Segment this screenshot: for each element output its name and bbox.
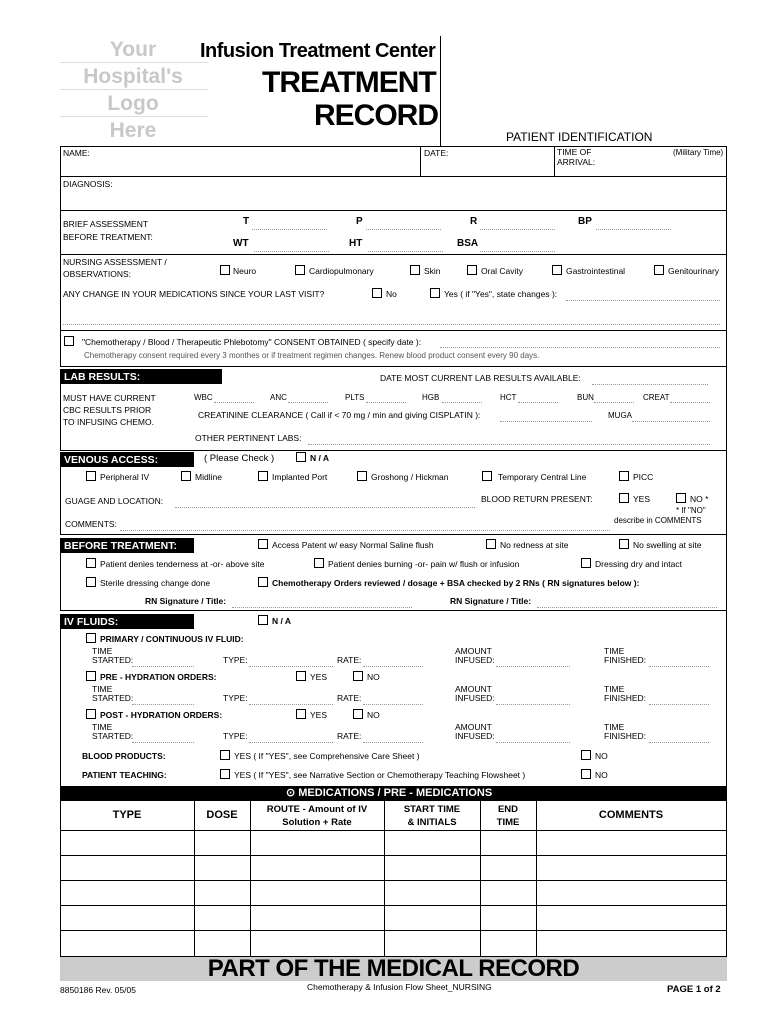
sterile-dressing-checkbox[interactable] <box>86 577 96 587</box>
guage-location-field[interactable] <box>175 507 475 508</box>
must-have-line2: CBC RESULTS PRIOR <box>63 405 152 415</box>
no-redness-label: No redness at site <box>500 540 569 550</box>
weight-field[interactable] <box>254 251 329 252</box>
groshong-label: Groshong / Hickman <box>371 472 449 482</box>
col-type: TYPE <box>112 809 142 821</box>
post-type-label: TYPE: <box>223 731 248 741</box>
must-have-line3: TO INFUSING CHEMO. <box>63 417 154 427</box>
picc-checkbox[interactable] <box>619 471 629 481</box>
cardiopulmonary-label: Cardiopulmonary <box>309 266 374 276</box>
blood-return-yes-label: YES <box>633 494 651 504</box>
med-row-2[interactable] <box>61 856 725 880</box>
post-started-label: STARTED: <box>92 731 134 741</box>
center-name: Infusion Treatment Center <box>200 40 436 62</box>
post-started-field[interactable] <box>132 742 194 743</box>
iv-na-label: N / A <box>272 616 292 626</box>
hgb-field[interactable] <box>442 402 482 403</box>
pulse-field[interactable] <box>366 229 441 230</box>
primary-iv-checkbox[interactable] <box>86 633 96 643</box>
pre-rate-label: RATE: <box>337 693 362 703</box>
blood-return-no-checkbox[interactable] <box>676 493 686 503</box>
medical-record-banner-text: PART OF THE MEDICAL RECORD <box>207 955 580 982</box>
neuro-label: Neuro <box>233 266 257 276</box>
pre-started-label: STARTED: <box>92 693 134 703</box>
pre-type-label: TYPE: <box>223 693 248 703</box>
col-start-time: START TIME & INITIALS <box>403 804 461 828</box>
time-of-arrival-label: TIME OF ARRIVAL: <box>557 147 596 167</box>
before-treatment-header: BEFORE TREATMENT: <box>60 538 194 553</box>
dressing-dry-label: Dressing dry and intact <box>595 559 682 569</box>
post-time-label: TIME <box>92 722 113 732</box>
patient-teaching-yes-checkbox[interactable] <box>220 769 230 779</box>
title-treatment: TREATMENT <box>262 66 436 99</box>
pre-type-field[interactable] <box>249 704 333 705</box>
rn-signature-1-field[interactable] <box>232 607 412 608</box>
med-change-no-checkbox[interactable] <box>372 288 382 298</box>
brief-assessment-label: BRIEF ASSESSMENT <box>63 219 149 229</box>
name-label: NAME: <box>63 148 90 158</box>
sterile-dressing-label: Sterile dressing change done <box>100 578 211 588</box>
patient-teaching-no-checkbox[interactable] <box>581 769 591 779</box>
logo-line-4: Here <box>109 119 157 142</box>
patient-identification: PATIENT IDENTIFICATION <box>506 130 653 144</box>
primary-type-label: TYPE: <box>223 655 248 665</box>
no-redness-checkbox[interactable] <box>486 539 496 549</box>
med-change-no-label: No <box>386 289 397 299</box>
venous-access-header: VENOUS ACCESS: <box>60 452 194 467</box>
pre-hydration-no-label: NO <box>367 672 380 682</box>
guage-location-label: GUAGE AND LOCATION: <box>65 496 164 506</box>
genitourinary-checkbox[interactable] <box>654 265 664 275</box>
lab-date-label: DATE MOST CURRENT LAB RESULTS AVAILABLE: <box>380 373 581 383</box>
bp-label: BP <box>578 216 592 227</box>
post-type-field[interactable] <box>249 742 333 743</box>
midline-label: Midline <box>195 472 222 482</box>
pre-time-label: TIME <box>92 684 113 694</box>
title-record: RECORD <box>314 99 439 132</box>
plts-label: PLTS <box>345 393 365 402</box>
bun-field[interactable] <box>594 402 634 403</box>
diagnosis-label: DIAGNOSIS: <box>63 179 113 189</box>
oral-cavity-checkbox[interactable] <box>467 265 477 275</box>
post-rate-field[interactable] <box>363 742 423 743</box>
post-infused-label: INFUSED: <box>455 731 495 741</box>
primary-started-label: STARTED: <box>92 655 134 665</box>
height-field[interactable] <box>368 251 443 252</box>
post-hydration-yes-checkbox[interactable] <box>296 709 306 719</box>
post-hydration-checkbox[interactable] <box>86 709 96 719</box>
medication-change-question: ANY CHANGE IN YOUR MEDICATIONS SINCE YOUR LAST VISIT? <box>63 289 325 299</box>
med-row-3[interactable] <box>61 881 725 905</box>
rn-signature-1-label: RN Signature / Title: <box>145 596 227 606</box>
post-finished-field[interactable] <box>649 742 709 743</box>
anc-label: ANC <box>270 393 287 402</box>
dressing-dry-checkbox[interactable] <box>581 558 591 568</box>
observations-label: OBSERVATIONS: <box>63 269 132 279</box>
patient-teaching-no-label: NO <box>595 770 608 780</box>
blood-products-no-checkbox[interactable] <box>581 750 591 760</box>
rn-signature-2-label: RN Signature / Title: <box>450 596 532 606</box>
groshong-checkbox[interactable] <box>357 471 367 481</box>
peripheral-iv-label: Peripheral IV <box>100 472 150 482</box>
access-patent-checkbox[interactable] <box>258 539 268 549</box>
post-amount-label: AMOUNT <box>455 722 492 732</box>
pre-hydration-label: PRE - HYDRATION ORDERS: <box>100 672 217 682</box>
bp-field[interactable] <box>596 229 671 230</box>
primary-amount-label: AMOUNT <box>455 646 492 656</box>
genitourinary-label: Genitourinary <box>668 266 720 276</box>
venous-na-checkbox[interactable] <box>296 452 306 462</box>
if-no-note: * If "NO" <box>676 506 706 515</box>
blood-products-no-label: NO <box>595 751 608 761</box>
no-swelling-label: No swelling at site <box>633 540 702 550</box>
pre-infused-field[interactable] <box>496 704 570 705</box>
hct-field[interactable] <box>518 402 558 403</box>
pre-hydration-yes-checkbox[interactable] <box>296 671 306 681</box>
creatinine-field[interactable] <box>500 421 592 422</box>
rn-signature-2-field[interactable] <box>537 607 717 608</box>
post-hydration-label: POST - HYDRATION ORDERS: <box>100 710 223 720</box>
pre-hydration-checkbox[interactable] <box>86 671 96 681</box>
blood-return-label: BLOOD RETURN PRESENT: <box>481 494 593 504</box>
col-route: ROUTE - Amount of IV Solution + Rate <box>266 804 368 828</box>
midline-checkbox[interactable] <box>181 471 191 481</box>
pre-time-finished-label: TIME <box>604 684 625 694</box>
creatinine-clearance-label: CREATININE CLEARANCE ( Call if < 70 mg / min and giving CISPLATIN ): <box>198 410 481 420</box>
consent-checkbox[interactable] <box>64 336 74 346</box>
temp-label: T <box>243 216 250 227</box>
pre-rate-field[interactable] <box>363 704 423 705</box>
creat-field[interactable] <box>670 402 710 403</box>
pre-hydration-no-checkbox[interactable] <box>353 671 363 681</box>
col-comments: COMMENTS <box>598 809 664 821</box>
primary-type-field[interactable] <box>249 666 333 667</box>
weight-label: WT <box>233 238 249 249</box>
post-finished-label: FINISHED: <box>604 731 647 741</box>
gastrointestinal-label: Gastrointestinal <box>566 266 626 276</box>
patient-teaching-yes-label: YES ( If "YES", see Narrative Section or Chemotherapy Teaching Flowsheet ) <box>234 770 526 780</box>
primary-iv-label: PRIMARY / CONTINUOUS IV FLUID: <box>100 634 244 644</box>
consent-date-field[interactable] <box>440 347 720 348</box>
creat-label: CREAT <box>643 393 670 402</box>
lab-results-header: LAB RESULTS: <box>60 369 222 384</box>
skin-label: Skin <box>424 266 441 276</box>
oral-cavity-label: Oral Cavity <box>481 266 524 276</box>
primary-rate-field[interactable] <box>363 666 423 667</box>
resp-label: R <box>470 216 478 227</box>
before-treatment-label: BEFORE TREATMENT: <box>63 232 153 242</box>
consent-label: "Chemotherapy / Blood / Therapeutic Phlebotomy" CONSENT OBTAINED ( specify date ): <box>82 337 422 347</box>
bsa-label: BSA <box>457 238 479 249</box>
temp-central-line-checkbox[interactable] <box>482 471 492 481</box>
iv-fluids-header: IV FLUIDS: <box>60 614 194 629</box>
iv-na-checkbox[interactable] <box>258 615 268 625</box>
other-labs-label: OTHER PERTINENT LABS: <box>195 433 302 443</box>
col-end-time: END TIME <box>496 804 520 828</box>
post-rate-label: RATE: <box>337 731 362 741</box>
pre-infused-label: INFUSED: <box>455 693 495 703</box>
primary-time-finished-label: TIME <box>604 646 625 656</box>
skin-checkbox[interactable] <box>410 265 420 275</box>
primary-finished-label: FINISHED: <box>604 655 647 665</box>
resp-field[interactable] <box>480 229 555 230</box>
date-field[interactable] <box>454 148 550 174</box>
patient-teaching-label: PATIENT TEACHING: <box>82 770 167 780</box>
primary-finished-field[interactable] <box>649 666 709 667</box>
implanted-port-checkbox[interactable] <box>258 471 268 481</box>
picc-label: PICC <box>633 472 654 482</box>
med-change-yes-label: Yes ( if "Yes", state changes ): <box>444 289 558 299</box>
name-field[interactable] <box>95 148 415 174</box>
cardiopulmonary-checkbox[interactable] <box>295 265 305 275</box>
military-time-note: (Military Time) <box>673 148 724 157</box>
sheet-name: Chemotherapy & Infusion Flow Sheet_NURSING <box>307 982 492 992</box>
no-swelling-checkbox[interactable] <box>619 539 629 549</box>
denies-tenderness-checkbox[interactable] <box>86 558 96 568</box>
venous-comments-label: COMMENTS: <box>65 519 117 529</box>
pre-amount-label: AMOUNT <box>455 684 492 694</box>
pre-hydration-yes-label: YES <box>310 672 328 682</box>
med-change-yes-checkbox[interactable] <box>430 288 440 298</box>
blood-return-yes-checkbox[interactable] <box>619 493 629 503</box>
primary-rate-label: RATE: <box>337 655 362 665</box>
date-label: DATE: <box>424 148 449 158</box>
implanted-port-label: Implanted Port <box>272 472 328 482</box>
blood-products-yes-checkbox[interactable] <box>220 750 230 760</box>
post-hydration-no-label: NO <box>367 710 380 720</box>
med-row-1[interactable] <box>61 831 725 855</box>
hct-label: HCT <box>500 393 517 402</box>
primary-started-field[interactable] <box>132 666 194 667</box>
muga-label: MUGA <box>608 411 632 420</box>
access-patent-label: Access Patent w/ easy Normal Saline flush <box>272 540 434 550</box>
logo-line-2: Hospital's <box>83 65 183 88</box>
denies-burning-checkbox[interactable] <box>314 558 324 568</box>
post-time-finished-label: TIME <box>604 722 625 732</box>
wbc-label: WBC <box>194 393 213 402</box>
hgb-label: HGB <box>422 393 440 402</box>
page-number: PAGE 1 of 2 <box>667 984 721 995</box>
chemo-orders-checkbox[interactable] <box>258 577 268 587</box>
please-check-label: ( Please Check ) <box>204 453 275 464</box>
temp-central-line-label: Temporary Central Line <box>498 472 587 482</box>
primary-time-label: TIME <box>92 646 113 656</box>
gastrointestinal-checkbox[interactable] <box>552 265 562 275</box>
post-infused-field[interactable] <box>496 742 570 743</box>
pre-started-field[interactable] <box>132 704 194 705</box>
describe-comments-note: describe in COMMENTS <box>614 516 702 525</box>
post-hydration-no-checkbox[interactable] <box>353 709 363 719</box>
blood-products-label: BLOOD PRODUCTS: <box>82 751 166 761</box>
pre-finished-label: FINISHED: <box>604 693 647 703</box>
logo-line-1: Your <box>109 38 157 61</box>
denies-burning-label: Patient denies burning -or- pain w/ flush or infusion <box>328 559 520 569</box>
peripheral-iv-checkbox[interactable] <box>86 471 96 481</box>
blood-return-no-label: NO * <box>690 494 709 504</box>
neuro-checkbox[interactable] <box>220 265 230 275</box>
post-hydration-yes-label: YES <box>310 710 328 720</box>
pre-finished-field[interactable] <box>649 704 709 705</box>
must-have-line1: MUST HAVE CURRENT <box>63 393 156 403</box>
height-label: HT <box>349 238 363 249</box>
venous-comments-field[interactable] <box>120 530 610 531</box>
col-dose: DOSE <box>206 809 238 821</box>
plts-field[interactable] <box>366 402 406 403</box>
bun-label: BUN <box>577 393 594 402</box>
temp-field[interactable] <box>252 229 327 230</box>
bsa-field[interactable] <box>480 251 555 252</box>
logo-line-3: Logo <box>107 92 159 115</box>
anc-field[interactable] <box>288 402 328 403</box>
med-row-5[interactable] <box>61 931 725 956</box>
lab-date-field[interactable] <box>592 384 708 385</box>
denies-tenderness-label: Patient denies tenderness at -or- above site <box>100 559 265 569</box>
chemo-orders-label: Chemotherapy Orders reviewed / dosage + BSA checked by 2 RNs ( RN signatures below ): <box>272 578 640 588</box>
consent-note: Chemotherapy consent required every 3 monthes or if treatment regimen changes. Renew blood product consent every 90 days. <box>84 351 540 360</box>
form-number: 8850186 Rev. 05/05 <box>60 985 136 995</box>
med-changes-field[interactable] <box>566 300 720 301</box>
primary-infused-field[interactable] <box>496 666 570 667</box>
pulse-label: P <box>356 216 363 227</box>
muga-field[interactable] <box>632 421 710 422</box>
blood-products-yes-label: YES ( If "YES", see Comprehensive Care Sheet ) <box>234 751 420 761</box>
venous-na-label: N / A <box>310 453 330 463</box>
medications-header: ⊙ MEDICATIONS / PRE - MEDICATIONS <box>286 787 493 799</box>
hospital-logo <box>58 36 208 144</box>
nursing-assessment-label: NURSING ASSESSMENT / <box>63 257 167 267</box>
other-labs-field[interactable] <box>308 444 710 445</box>
wbc-field[interactable] <box>214 402 254 403</box>
med-row-4[interactable] <box>61 906 725 930</box>
diagnosis-field[interactable] <box>115 178 720 208</box>
primary-infused-label: INFUSED: <box>455 655 495 665</box>
